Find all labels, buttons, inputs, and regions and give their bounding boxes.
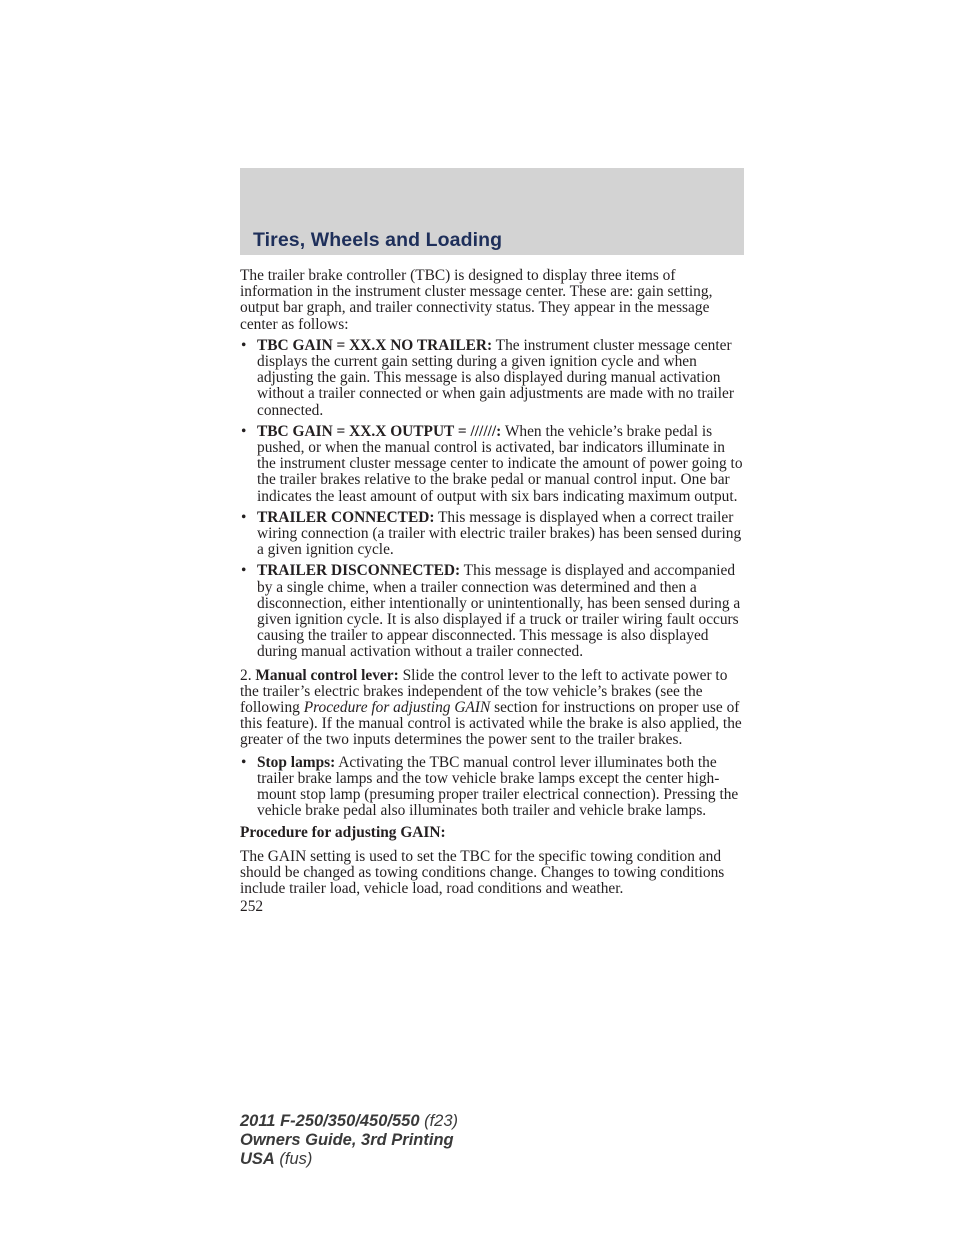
list-item <box>240 755 746 820</box>
list-item <box>240 563 746 660</box>
document-footer <box>240 1112 458 1169</box>
message-list <box>240 338 746 661</box>
item-text: section for instructions on proper use of this feature). If the manual control is activated while the brake is also applied, the greater of the two inputs determines the power sent to the trailer brakes. <box>240 699 742 749</box>
page-number: 252 <box>240 898 264 916</box>
item-text: Activating the TBC manual control lever illuminates both the trailer brake lamps and the tow vehicle brake lamps except the center high-mount stop lamp (presuming proper trailer electrical connection). Pressing the vehicle brake pedal also illuminates both trailer and vehicle brake lamps. <box>257 753 739 820</box>
item-term: TBC GAIN = XX.X NO TRAILER: <box>257 336 493 354</box>
list-item <box>240 510 746 559</box>
intro-paragraph: The trailer brake controller (TBC) is designed to display three items of information in the instrument cluster message center. These are: gain setting, output bar graph, and trailer connectivity status. They appear in the message center as follows: <box>240 267 713 333</box>
procedure-paragraph: The GAIN setting is used to set the TBC for the specific towing condition and should be changed as towing conditions change. Changes to towing conditions include trailer load, vehicle load, road conditions and weather. <box>240 847 725 898</box>
item-term: TRAILER DISCONNECTED: <box>257 562 461 580</box>
item-text: When the vehicle’s brake pedal is pushed, or when the manual control is activated, bar indicators illuminate in the instrument cluster message center to indicate the amount of power going to the trailer brakes relative to the brake pedal or manual control input. One bar indicates the least amount of output with six bars indicating maximum output. <box>257 422 743 505</box>
item-term: Manual control lever: <box>255 666 399 684</box>
item-text: This message is displayed when a correct trailer wiring connection (a trailer with electric trailer brakes) has been sensed during a given ignition cycle. <box>257 508 742 559</box>
item-term: TBC GAIN = XX.X OUTPUT = //////: <box>257 422 502 440</box>
section-title: Tires, Wheels and Loading <box>253 229 503 251</box>
item-number: 2. <box>240 666 256 684</box>
footer-market-line: USA (fus) <box>240 1150 313 1168</box>
item-text: The instrument cluster message center displays the current gain setting during a given ignition cycle and when adjusting the gain. This message is also displayed during manual activation without a trailer connected or when gain adjustments are made with no trailer connected. <box>257 336 734 419</box>
item-text: Slide the control lever to the left to activate power to the trailer’s electric brakes independent of the tow vehicle’s brakes (see the following <box>240 666 728 717</box>
item-term: Stop lamps: <box>257 753 336 771</box>
list-item <box>240 424 746 505</box>
cross-reference: Procedure for adjusting GAIN <box>303 699 491 717</box>
procedure-heading: Procedure for adjusting GAIN: <box>240 823 446 841</box>
section-header-band <box>240 168 744 255</box>
list-item <box>240 338 746 419</box>
item-text: This message is displayed and accompanied by a single chime, when a trailer connection was determined and then a disconnection, either intentionally or unintentionally, has been sensed during a given ignition cycle. It is also displayed if a truck or trailer wiring fault occurs causing the trailer to appear disconnected. This message is also displayed during manual activation without a trailer connected. <box>257 562 741 661</box>
stop-lamps-list <box>240 755 746 820</box>
manual-control-paragraph <box>240 668 746 749</box>
footer-guide-line: Owners Guide, 3rd Printing <box>240 1131 454 1149</box>
footer-model-line: 2011 F-250/350/450/550 (f23) <box>240 1112 459 1130</box>
item-term: TRAILER CONNECTED: <box>257 508 435 526</box>
page-content <box>240 268 746 916</box>
